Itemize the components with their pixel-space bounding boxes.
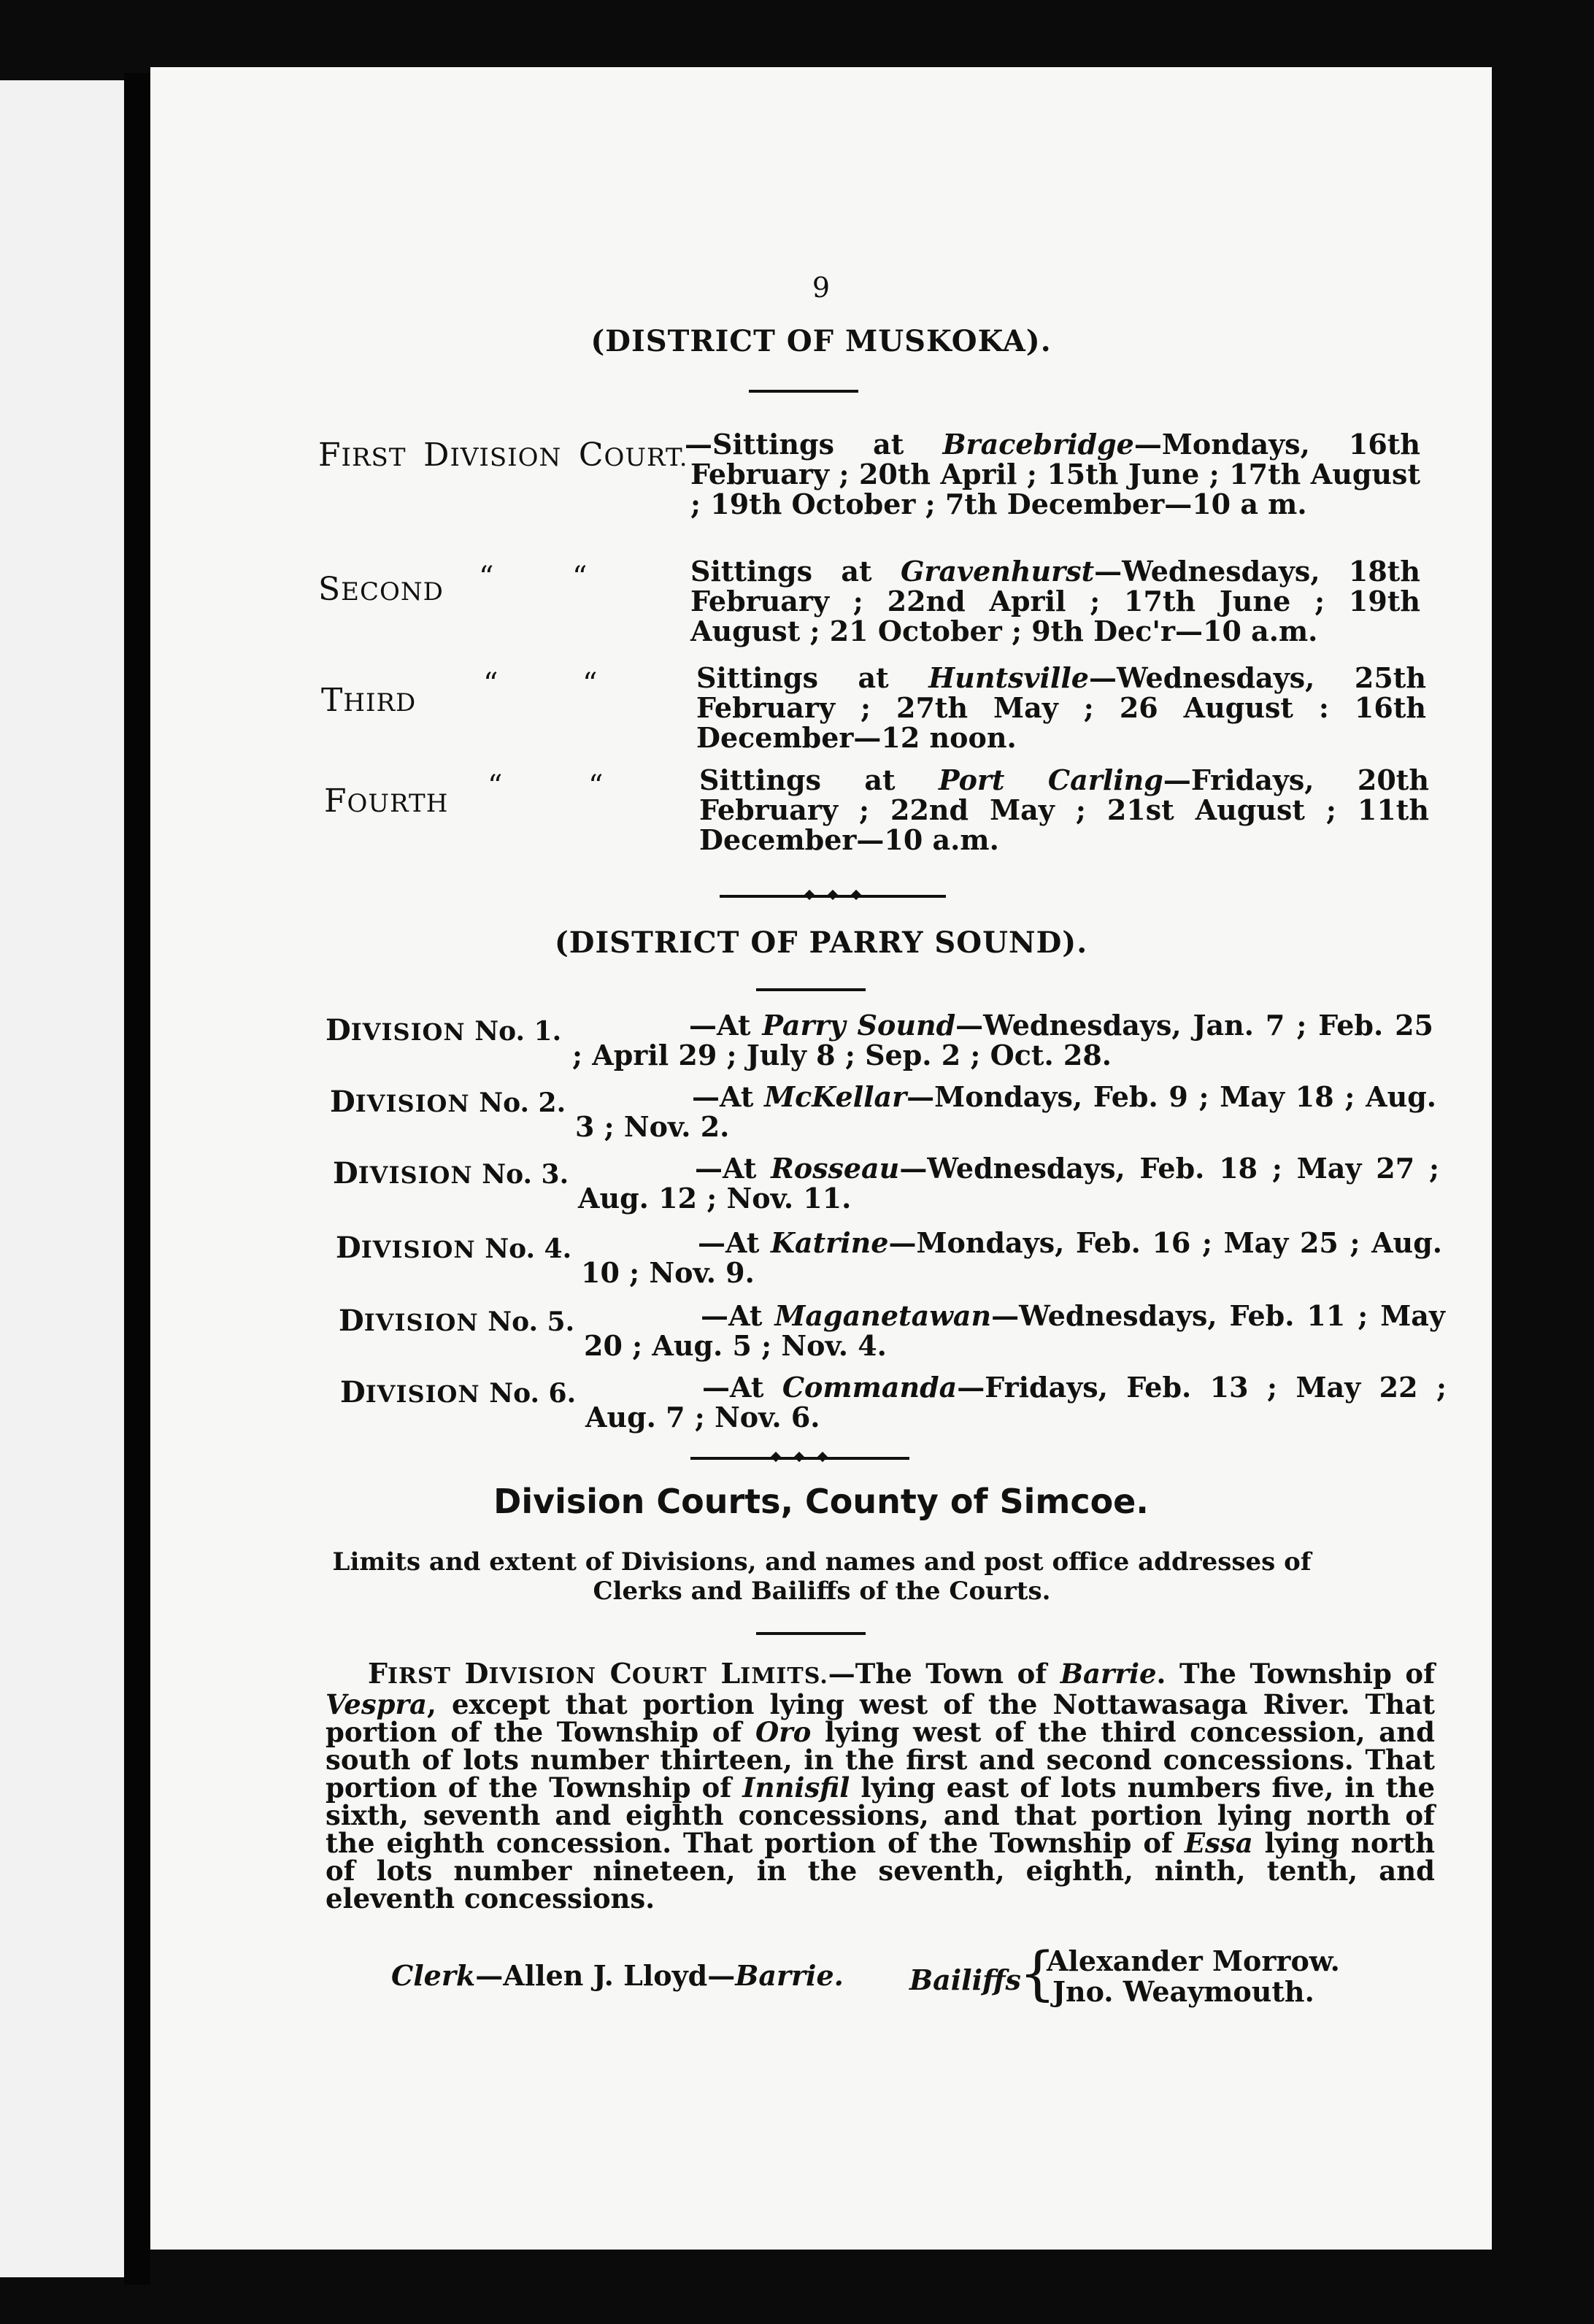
bailiff-name: Jno. Weaymouth. xyxy=(1052,1975,1314,2008)
rule-short xyxy=(749,390,858,393)
division-6-label: DIVISION No. 6. xyxy=(340,1375,577,1409)
book-gutter xyxy=(124,73,150,2285)
ditto-mark: “ xyxy=(479,561,494,594)
page-number: 9 xyxy=(812,272,831,304)
ditto-mark: “ xyxy=(588,769,604,803)
rule-short xyxy=(756,1632,866,1635)
book-page xyxy=(150,67,1492,2250)
first-division-court-label: FIRST DIVISION COURT. xyxy=(318,436,688,474)
division-3-label: DIVISION No. 3. xyxy=(333,1156,569,1190)
division-1-label: DIVISION No. 1. xyxy=(326,1013,562,1047)
ornament-rule xyxy=(690,1457,909,1460)
first-division-court-limits-paragraph: FIRST DIVISION COURT LIMITS.—The Town of Barrie. The Township of Vespra, except that portion lying west of the Nottawasaga River. That portion of the Township of Oro lying west of the third concession, and south of lots number thirteen, in the first and second concessions. That portion of the Township of Innisfil lying east of lots numbers five, in the sixth, seventh and eighth concessions, and that portion lying north of the eighth concession. That portion of the Township of Essa lying north of lots number nineteen, in the seventh, eighth, ninth, tenth, and eleventh concessions. xyxy=(326,1657,1435,1915)
parry-sound-heading: (DISTRICT OF PARRY SOUND). xyxy=(554,926,1088,960)
division-4-label: DIVISION No. 4. xyxy=(336,1231,572,1265)
fourth-division-court-sittings: Sittings at Port Carling—Fridays, 20th February ; 22nd May ; 21st August ; 11th December—10 a.m. xyxy=(699,763,1429,856)
division-2-label: DIVISION No. 2. xyxy=(330,1085,566,1119)
facing-page-edge xyxy=(0,80,124,2277)
county-of-simcoe-subtitle: Limits and extent of Divisions, and names and post office addresses of Clerks and Bailiffs of the Courts. xyxy=(332,1547,1312,1606)
ornament-rule xyxy=(720,895,946,898)
muskoka-heading: (DISTRICT OF MUSKOKA). xyxy=(590,324,1052,358)
third-division-court-label: THIRD xyxy=(321,682,417,719)
ditto-mark: “ xyxy=(582,667,598,701)
third-division-court-sittings: Sittings at Huntsville—Wednesdays, 25th February ; 27th May ; 26 August : 16th December—12 noon. xyxy=(696,661,1426,754)
ditto-mark: “ xyxy=(488,769,503,803)
bailiffs-label: Bailiffs xyxy=(909,1963,1021,1996)
first-division-court-sittings: —Sittings at Bracebridge—Mondays, 16th February ; 20th April ; 15th June ; 17th August ; 19th October ; 7th December—10 a m. xyxy=(685,428,1420,520)
division-2-sittings: —At McKellar—Mondays, Feb. 9 ; May 18 ; Aug. 3 ; Nov. 2. xyxy=(575,1080,1436,1143)
division-5-label: DIVISION No. 5. xyxy=(339,1304,575,1338)
division-5-sittings: —At Maganetawan—Wednesdays, Feb. 11 ; May 20 ; Aug. 5 ; Nov. 4. xyxy=(584,1299,1445,1362)
ditto-mark: “ xyxy=(572,561,588,594)
bailiff-name: Alexander Morrow. xyxy=(1047,1944,1340,1977)
second-division-court-label: SECOND xyxy=(318,571,444,608)
second-division-court-sittings: Sittings at Gravenhurst—Wednesdays, 18th February ; 22nd April ; 17th June ; 19th August ; 21 October ; 9th Dec'r—10 a.m. xyxy=(690,555,1420,647)
brace-glyph: { xyxy=(1019,1939,1056,2007)
ditto-mark: “ xyxy=(483,667,498,701)
division-6-sittings: —At Commanda—Fridays, Feb. 13 ; May 22 ; Aug. 7 ; Nov. 6. xyxy=(585,1371,1447,1434)
clerk-line: Clerk—Allen J. Lloyd—Barrie. xyxy=(391,1959,844,1992)
division-1-sittings: —At Parry Sound—Wednesdays, Jan. 7 ; Feb. 25 ; April 29 ; July 8 ; Sep. 2 ; Oct. 28. xyxy=(572,1009,1433,1071)
county-of-simcoe-title: Division Courts, County of Simcoe. xyxy=(493,1482,1149,1521)
fourth-division-court-label: FOURTH xyxy=(324,782,449,820)
rule-short xyxy=(756,988,866,991)
division-4-sittings: —At Katrine—Mondays, Feb. 16 ; May 25 ; Aug. 10 ; Nov. 9. xyxy=(581,1226,1442,1289)
division-3-sittings: —At Rosseau—Wednesdays, Feb. 18 ; May 27 ; Aug. 12 ; Nov. 11. xyxy=(578,1152,1439,1215)
